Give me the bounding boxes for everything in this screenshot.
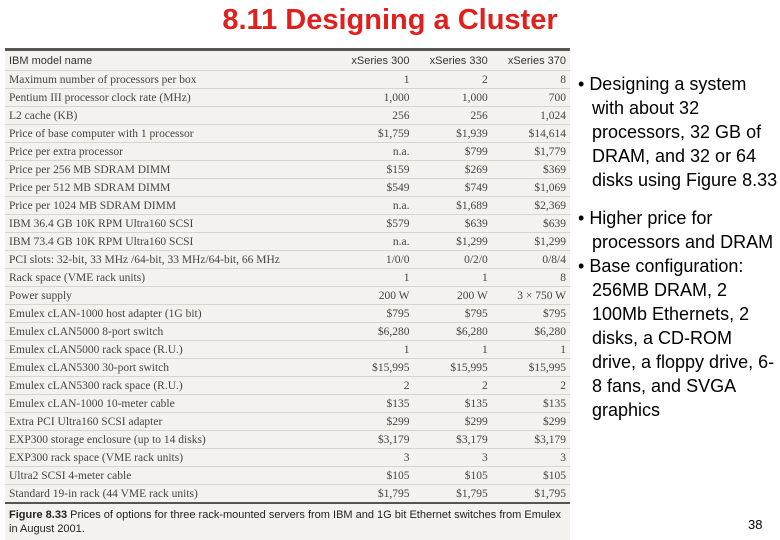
row-label: IBM 73.4 GB 10K RPM Ultra160 SCSI [5,233,335,251]
row-label: Emulex cLAN5300 rack space (R.U.) [5,377,335,395]
cell-value: $105 [335,467,413,485]
cell-value: 3 × 750 W [492,287,570,305]
table-row [5,125,570,143]
row-label: IBM 36.4 GB 10K RPM Ultra160 SCSI [5,215,335,233]
cell-value: $795 [335,305,413,323]
cell-value: $14,614 [492,125,570,143]
row-label: Price per 1024 MB SDRAM DIMM [5,197,335,215]
caption-text: Prices of options for three rack-mounted servers from IBM and 1G bit Ethernet switches from Emulex in August 2001. [9,509,562,535]
cell-value: $3,179 [335,431,413,449]
table-row [5,71,570,89]
table-row [5,269,570,287]
cell-value: $795 [413,305,491,323]
cell-value: $799 [413,143,491,161]
cell-value: $15,995 [413,359,491,377]
row-label: Emulex cLAN-1000 host adapter (1G bit) [5,305,335,323]
cell-value: $3,179 [492,431,570,449]
cell-value: $795 [492,305,570,323]
cell-value: 256 [413,107,491,125]
cell-value: 1/0/0 [335,251,413,269]
table-row [5,359,570,377]
caption-label: Figure 8.33 [9,509,68,521]
cell-value: 2 [335,377,413,395]
price-table [5,51,570,502]
column-header: xSeries 330 [429,54,488,67]
cell-value: $1,939 [413,125,491,143]
cell-value: $749 [413,179,491,197]
cell-value: 1 [413,269,491,287]
row-label: Maximum number of processors per box [5,71,335,89]
cell-value: 1,000 [413,89,491,107]
row-label: Standard 19-in rack (44 VME rack units) [5,485,335,503]
cell-value: $159 [335,161,413,179]
table-row [5,305,570,323]
cell-value: $6,280 [335,323,413,341]
cell-value: $135 [492,395,570,413]
price-table-figure [5,48,570,540]
cell-value: $299 [335,413,413,431]
cell-value: $105 [492,467,570,485]
bullet-text: Designing a system with about 32 processors, 32 GB of DRAM, and 32 or 64 disks using Figure 8.33 [589,74,778,190]
row-label: Power supply [5,287,335,305]
table-row [5,485,570,503]
cell-value: $6,280 [492,323,570,341]
cell-value: 2 [413,377,491,395]
table-row [5,431,570,449]
cell-value: 1 [492,341,570,359]
cell-value: 8 [492,71,570,89]
row-label: Extra PCI Ultra160 SCSI adapter [5,413,335,431]
cell-value: 2 [413,71,491,89]
cell-value: $299 [492,413,570,431]
cell-value: 3 [492,449,570,467]
cell-value: $299 [413,413,491,431]
cell-value: 3 [335,449,413,467]
cell-value: $1,299 [492,233,570,251]
row-label: Pentium III processor clock rate (MHz) [5,89,335,107]
cell-value: $105 [413,467,491,485]
table-row [5,179,570,197]
cell-value: n.a. [335,197,413,215]
bullet-text: Base configuration: 256MB DRAM, 2 100Mb Ethernets, 2 disks, a CD-ROM drive, a floppy drive, 6-8 fans, and SVGA graphics [589,256,775,420]
cell-value: $369 [492,161,570,179]
cell-value: $1,069 [492,179,570,197]
cell-value: 3 [413,449,491,467]
cell-value: 700 [492,89,570,107]
figure-caption [5,504,570,540]
column-header: xSeries 370 [507,54,566,67]
row-label: EXP300 storage enclosure (up to 14 disks) [5,431,335,449]
cell-value: $15,995 [335,359,413,377]
cell-value: 8 [492,269,570,287]
table-row [5,341,570,359]
cell-value: 1 [413,341,491,359]
table-row [5,449,570,467]
row-label: Price of base computer with 1 processor [5,125,335,143]
row-label: Emulex cLAN5300 30-port switch [5,359,335,377]
cell-value: $639 [492,215,570,233]
table-row [5,107,570,125]
bullet-item: • Base configuration: 256MB DRAM, 2 100Mb Ethernets, 2 disks, a CD-ROM drive, a floppy drive, 6-8 fans, and SVGA graphics [578,256,775,420]
cell-value: 2 [492,377,570,395]
table-row [5,143,570,161]
row-label: L2 cache (KB) [5,107,335,125]
table-row [5,413,570,431]
column-header: xSeries 300 [351,54,410,67]
cell-value: 200 W [413,287,491,305]
table-row [5,287,570,305]
bullet-item: • Higher price for processors and DRAM [578,208,774,252]
bullet-text: Higher price for processors and DRAM [589,208,774,252]
cell-value: $549 [335,179,413,197]
cell-value: 1 [335,341,413,359]
row-label: Price per 512 MB SDRAM DIMM [5,179,335,197]
bullet-item: • Designing a system with about 32 processors, 32 GB of DRAM, and 32 or 64 disks using Figure 8.33 [578,74,778,190]
cell-value: $579 [335,215,413,233]
row-label: Emulex cLAN-1000 10-meter cable [5,395,335,413]
cell-value: $1,759 [335,125,413,143]
table-row [5,377,570,395]
row-label: PCI slots: 32-bit, 33 MHz /64-bit, 33 MHz/64-bit, 66 MHz [5,251,335,269]
cell-value: $1,795 [492,485,570,503]
bullet-list [578,72,778,436]
table-row [5,89,570,107]
cell-value: 0/8/4 [492,251,570,269]
cell-value: $1,795 [335,485,413,503]
cell-value: $135 [335,395,413,413]
table-row [5,395,570,413]
cell-value: $1,689 [413,197,491,215]
cell-value: n.a. [335,143,413,161]
column-header: IBM model name [9,54,93,67]
cell-value: $269 [413,161,491,179]
cell-value: 200 W [335,287,413,305]
cell-value: $2,369 [492,197,570,215]
cell-value: $1,779 [492,143,570,161]
table-header-row [5,51,570,71]
page-number: 38 [748,517,763,532]
row-label: Rack space (VME rack units) [5,269,335,287]
cell-value: $135 [413,395,491,413]
row-label: Ultra2 SCSI 4-meter cable [5,467,335,485]
cell-value: $1,299 [413,233,491,251]
table-row [5,251,570,269]
row-label: Price per 256 MB SDRAM DIMM [5,161,335,179]
cell-value: $1,795 [413,485,491,503]
cell-value: 1 [335,269,413,287]
cell-value: n.a. [335,233,413,251]
row-label: Emulex cLAN5000 rack space (R.U.) [5,341,335,359]
table-row [5,161,570,179]
cell-value: 256 [335,107,413,125]
row-label: EXP300 rack space (VME rack units) [5,449,335,467]
table-row [5,233,570,251]
cell-value: 1,000 [335,89,413,107]
cell-value: $6,280 [413,323,491,341]
row-label: Emulex cLAN5000 8-port switch [5,323,335,341]
table-row [5,467,570,485]
cell-value: 1 [335,71,413,89]
cell-value: 1,024 [492,107,570,125]
cell-value: $639 [413,215,491,233]
table-row [5,323,570,341]
cell-value: 0/2/0 [413,251,491,269]
cell-value: $15,995 [492,359,570,377]
cell-value: $3,179 [413,431,491,449]
table-row [5,215,570,233]
row-label: Price per extra processor [5,143,335,161]
slide-title: 8.11 Designing a Cluster [222,4,558,36]
table-row [5,197,570,215]
